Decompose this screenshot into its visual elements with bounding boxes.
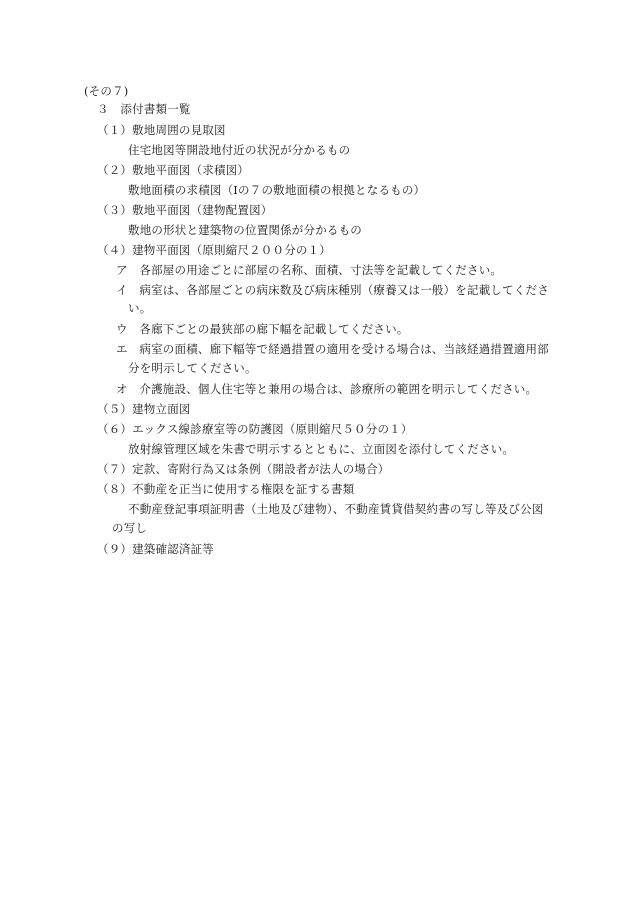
item-body-6: 放射線管理区域を朱書で明示するとともに、立面図を添付してください。 <box>128 442 515 456</box>
part-label: (その７) <box>84 84 129 98</box>
item-heading-3: （３）敷地平面図（建物配置図） <box>97 203 273 217</box>
item-body-8-cont: の写し <box>112 521 148 535</box>
item-heading-5: （５）建物立面図 <box>97 402 191 416</box>
item-heading-1: （１）敷地周囲の見取図 <box>97 123 226 137</box>
item-heading-9: （９）建築確認済証等 <box>97 542 214 556</box>
item-heading-8: （８）不動産を正当に使用する権限を証する書類 <box>97 482 355 496</box>
item-heading-6: （６）エックス線診療室等の防護図（原則縮尺５０分の１） <box>97 422 413 436</box>
subitem-i: イ 病室は、各部屋ごとの病床数及び病床種別（療養又は一般）を記載してくださ <box>116 283 549 297</box>
item-body-8: 不動産登記事項証明書（土地及び建物）、不動産賃貸借契約書の写し等及び公図 <box>128 502 544 516</box>
item-body-3: 敷地の形状と建築物の位置関係が分かるもの <box>128 223 362 237</box>
subitem-e-cont: 分を明示してください。 <box>128 361 257 375</box>
section-title: ３ 添付書類一覧 <box>97 102 191 116</box>
item-body-2: 敷地面積の求積図（Ⅰの７の敷地面積の根拠となるもの） <box>128 183 426 197</box>
subitem-e: エ 病室の面積、廊下幅等で経過措置の適用を受ける場合は、当該経過措置適用部 <box>116 342 549 356</box>
subitem-o: オ 介護施設、個人住宅等と兼用の場合は、診療所の範囲を明示してください。 <box>116 382 538 396</box>
subitem-u: ウ 各廊下ごとの最狭部の廊下幅を記載してください。 <box>116 322 409 336</box>
item-body-1: 住宅地図等開設地付近の状況が分かるもの <box>128 143 351 157</box>
subitem-a: ア 各部屋の用途ごとに部屋の名称、面積、寸法等を記載してください。 <box>116 263 503 277</box>
item-heading-4: （４）建物平面図（原則縮尺２００分の１） <box>97 243 331 257</box>
item-heading-2: （２）敷地平面図（求積図） <box>97 163 250 177</box>
subitem-i-cont: い。 <box>128 301 152 315</box>
item-heading-7: （７）定款、寄附行為又は条例（開設者が法人の場合） <box>97 462 390 476</box>
